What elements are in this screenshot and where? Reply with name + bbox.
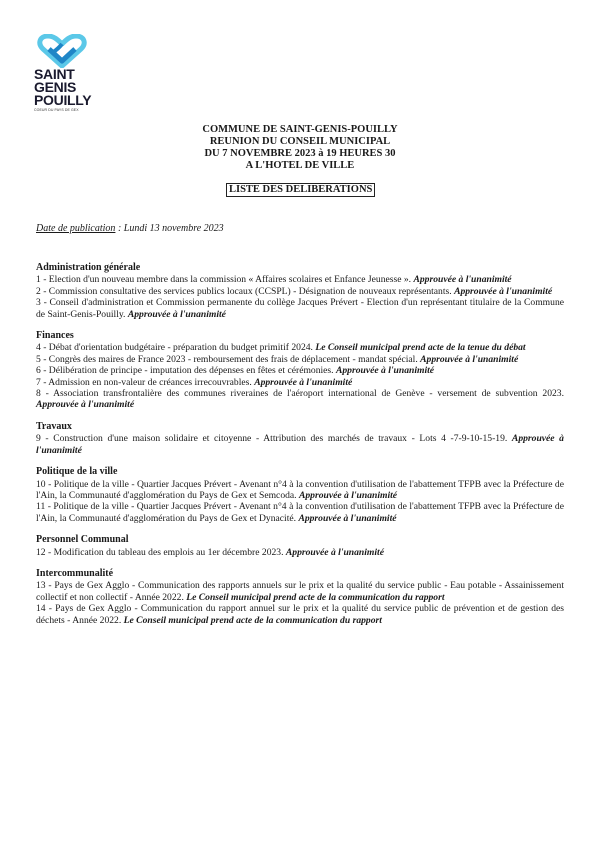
logo-text-line1: SAINT <box>34 66 75 82</box>
item-text: 14 - Pays de Gex Agglo - Communication du rapport annuel sur le prix et la qualité du service public de prévention et de gestion des déchets - Année 2022. <box>36 603 564 626</box>
publication-value: Lundi 13 novembre 2023 <box>123 223 224 234</box>
header-line2: REUNION DU CONSEIL MUNICIPAL <box>209 136 391 147</box>
section-title: Travaux <box>36 420 72 432</box>
deliberation-item <box>36 354 564 365</box>
logo-text-line2: GENIS <box>34 79 77 95</box>
section-title: Personnel Communal <box>36 534 129 546</box>
item-text: 13 - Pays de Gex Agglo - Communication des rapports annuels sur le prix et la qualité du service public - Eau potable - Assainissement collectif et non collectif - Année 2022. <box>36 580 564 603</box>
item-decision: Approuvée à l'unanimité <box>298 489 398 501</box>
item-decision: Le Conseil municipal prend acte de la tenue du débat <box>315 342 526 354</box>
header-line4: A L'HOTEL DE VILLE <box>245 160 355 171</box>
item-text: 6 - Délibération de principe - imputation des dépenses en fêtes et cérémonies. <box>36 365 336 377</box>
section-title: Politique de la ville <box>36 466 118 478</box>
header-line3: DU 7 NOVEMBRE 2023 à 19 HEURES 30 <box>204 148 396 159</box>
item-decision: Le Conseil municipal prend acte de la communication du rapport <box>123 614 382 626</box>
item-decision: Approuvée à l'unanimité <box>36 399 135 411</box>
deliberation-item <box>36 377 564 388</box>
document-header <box>150 124 450 172</box>
item-text: 9 - Construction d'une maison solidaire et citoyenne - Attribution des marchés de travaux - Lots 4 -7-9-10-15-19. <box>36 433 512 445</box>
item-decision: Approuvée à l'unanimité <box>285 546 384 558</box>
deliberation-item <box>36 547 564 558</box>
section-politique-ville <box>36 466 564 524</box>
publication-label: Date de publication <box>36 223 116 234</box>
heart-logo-icon <box>37 34 87 68</box>
item-decision: Approuvée à l'unanimité <box>454 285 553 297</box>
item-decision: Approuvée à l'unanimité <box>298 512 397 524</box>
item-text: 8 - Association transfrontalière des communes riveraines de l'aéroport international de Genève - versement de subvention 2023. <box>36 388 564 400</box>
deliberation-item <box>36 274 564 285</box>
item-text: 12 - Modification du tableau des emplois au 1er décembre 2023. <box>36 546 286 558</box>
item-text: 11 - Politique de la ville - Quartier Jacques Prévert - Avenant n°4 à la convention d'utilisation de l'abattement TFPB avec la Préfecture de l'Ain, la Communauté d'agglomération du Pays de Gex et Dynacité. <box>36 501 564 524</box>
section-administration <box>36 262 564 320</box>
item-text: 1 - Election d'un nouveau membre dans la commission « Affaires scolaires et Enfance Jeunesse ». <box>36 274 414 286</box>
deliberation-item <box>36 580 564 603</box>
section-travaux <box>36 421 564 456</box>
deliberation-item <box>36 479 564 502</box>
item-text: 3 - Conseil d'administration et Commission permanente du collège Jacques Prévert - Election d'un représentant titulaire de la Commune de Saint-Genis-Pouilly. <box>36 297 564 320</box>
deliberations-list <box>36 262 564 636</box>
list-title: LISTE DES DELIBERATIONS <box>226 183 375 197</box>
item-decision: Approuvée à l'unanimité <box>36 433 564 456</box>
item-decision: Approuvée à l'unanimité <box>420 353 519 365</box>
deliberation-item <box>36 297 564 320</box>
item-decision: Approuvée à l'unanimité <box>254 376 353 388</box>
deliberation-item <box>36 286 564 297</box>
section-title: Intercommunalité <box>36 567 114 579</box>
item-text: 2 - Commission consultative des services publics locaux (CCSPL) - Désignation de nouveaux représentants. <box>36 285 455 297</box>
deliberation-item <box>36 501 564 524</box>
item-text: 7 - Admission en non-valeur de créances irrecouvrables. <box>36 376 255 388</box>
item-text: 10 - Politique de la ville - Quartier Jacques Prévert - Avenant n°4 à la convention d'utilisation de l'abattement TFPB avec la Préfecture de l'Ain, la Communauté d'agglomération du Pays de Gex et Semcoda. <box>36 478 564 501</box>
logo-text-line3: POUILLY <box>34 92 92 108</box>
deliberation-item <box>36 433 564 456</box>
publication-separator: : <box>115 223 124 234</box>
city-logo <box>34 34 90 112</box>
deliberation-item <box>36 603 564 626</box>
deliberation-item <box>36 365 564 376</box>
deliberation-item <box>36 342 564 353</box>
item-decision: Approuvée à l'unanimité <box>413 274 512 286</box>
section-finances <box>36 330 564 411</box>
item-decision: Approuvée à l'unanimité <box>127 308 226 320</box>
publication-date <box>36 223 224 234</box>
section-personnel <box>36 534 564 558</box>
deliberation-item <box>36 388 564 411</box>
item-decision: Approuvée à l'unanimité <box>335 365 435 377</box>
logo-tagline: COEUR DU PAYS DE GEX <box>34 108 79 112</box>
item-decision: Le Conseil municipal prend acte de la communication du rapport <box>186 591 445 603</box>
section-title: Finances <box>36 330 74 342</box>
item-text: 4 - Débat d'orientation budgétaire - préparation du budget primitif 2024. <box>36 342 316 354</box>
section-intercommunalite <box>36 568 564 626</box>
header-line1: COMMUNE DE SAINT-GENIS-POUILLY <box>202 124 398 135</box>
section-title: Administration générale <box>36 262 141 273</box>
item-text: 5 - Congrès des maires de France 2023 - remboursement des frais de déplacement - mandat spécial. <box>36 353 421 365</box>
